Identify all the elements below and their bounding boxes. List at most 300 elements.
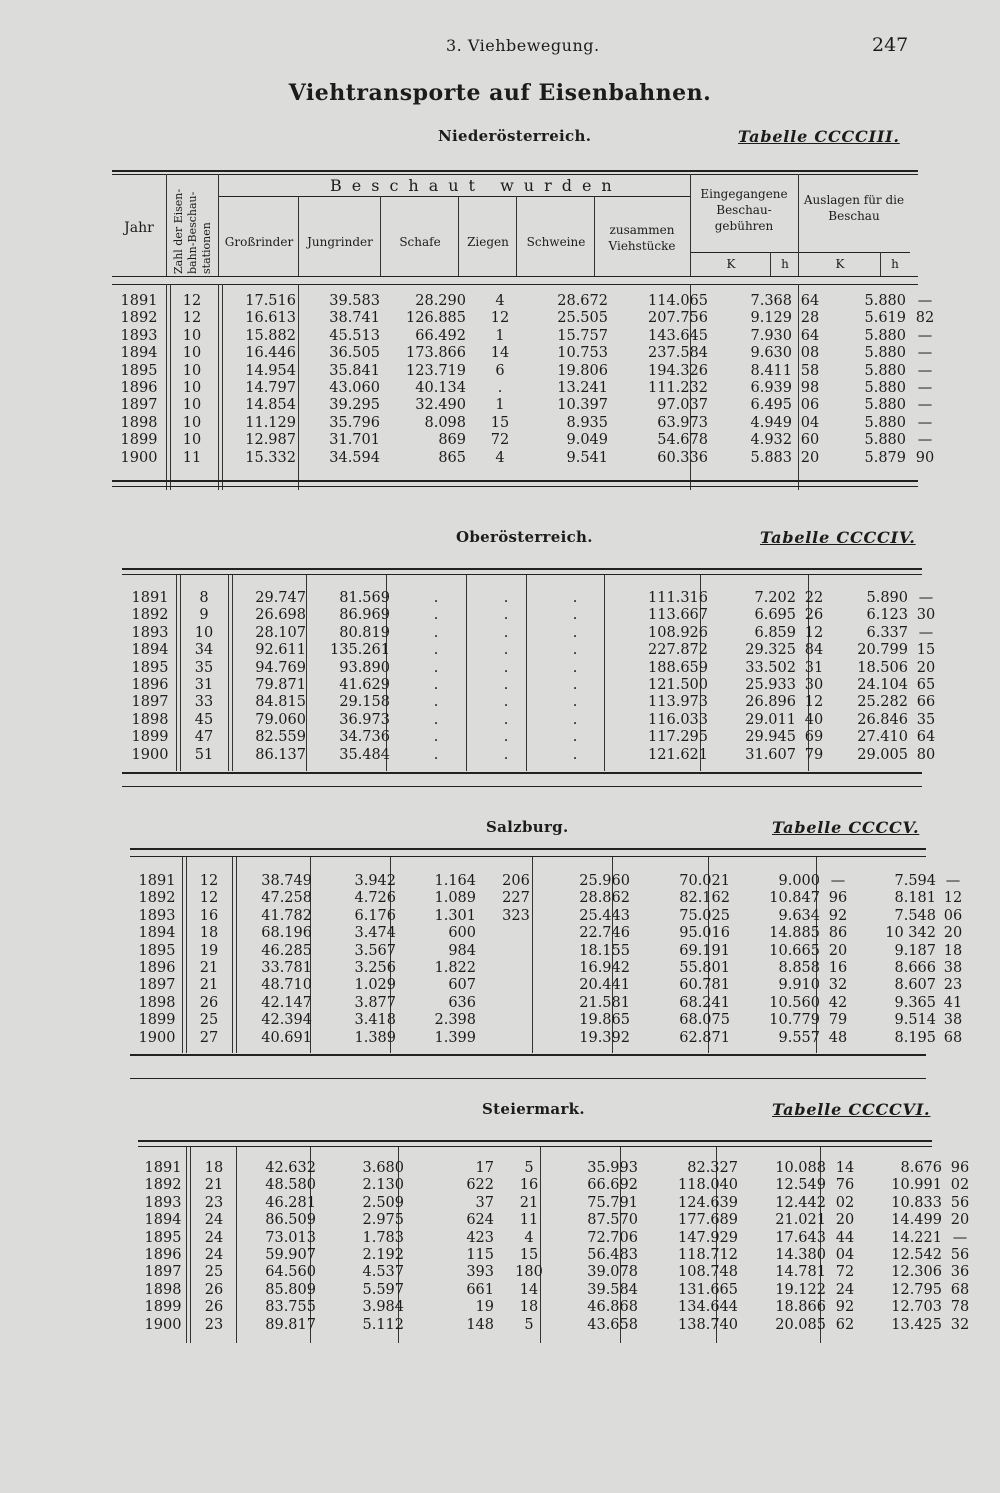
cell-gebuehren-k: 29.945 xyxy=(745,729,796,746)
cell-jungrinder: 34.594 xyxy=(329,449,380,466)
cell-auslagen-h: 32 xyxy=(950,1316,970,1333)
cell-schweine: 9.049 xyxy=(566,432,608,449)
cell-schafe: 1.301 xyxy=(434,907,476,924)
cell-gebuehren-k: 18.866 xyxy=(775,1299,826,1316)
data-table-salzburg xyxy=(130,873,964,1047)
cell-year: 1891 xyxy=(144,1160,182,1176)
cell-auslagen-k: 10 342 xyxy=(885,925,936,942)
cell-gebuehren-h: 24 xyxy=(835,1281,855,1298)
cell-gebuehren-k: 10.088 xyxy=(775,1160,826,1176)
cell-year: 1899 xyxy=(144,1299,182,1316)
cell-gebuehren-k: 19.122 xyxy=(775,1281,826,1298)
table-row xyxy=(138,1317,972,1334)
cell-auslagen-h: — xyxy=(917,362,933,379)
cell-grossrinder: 46.285 xyxy=(261,942,312,959)
cell-year: 1895 xyxy=(131,659,169,676)
cell-zusammen: 75.025 xyxy=(679,907,730,924)
cell-zusammen: 177.689 xyxy=(678,1212,738,1229)
cell-gebuehren-k: 26.896 xyxy=(745,694,796,711)
cell-auslagen-h: 96 xyxy=(950,1160,970,1176)
cell-ziegen: . xyxy=(503,624,509,641)
cell-auslagen-k: 9.365 xyxy=(894,994,936,1011)
cell-gebuehren-h: 76 xyxy=(835,1177,855,1194)
cell-year: 1897 xyxy=(138,977,176,994)
cell-schafe: . xyxy=(433,642,439,659)
table-row xyxy=(112,293,938,310)
table-row xyxy=(112,415,938,432)
cell-gebuehren-k: 6.495 xyxy=(750,397,792,414)
cell-schafe: 32.490 xyxy=(415,397,466,414)
cell-jungrinder: 3.984 xyxy=(362,1299,404,1316)
cell-stations: 8 xyxy=(199,590,209,606)
cell-schafe: . xyxy=(433,694,439,711)
cell-stations: 51 xyxy=(194,746,214,763)
cell-ziegen: 15 xyxy=(519,1247,539,1264)
cell-auslagen-k: 5.880 xyxy=(864,397,906,414)
cell-ziegen: 16 xyxy=(519,1177,539,1194)
cell-gebuehren-h: 22 xyxy=(804,590,824,606)
cell-auslagen-k: 10.991 xyxy=(891,1177,942,1194)
cell-gebuehren-h: 02 xyxy=(835,1194,855,1211)
cell-zusammen: 131.665 xyxy=(678,1281,738,1298)
header-schafe: Schafe xyxy=(399,235,441,249)
cell-gebuehren-h: 08 xyxy=(800,345,820,362)
table-row xyxy=(122,712,938,729)
cell-stations: 24 xyxy=(204,1247,224,1264)
cell-gebuehren-k: 9.634 xyxy=(778,907,820,924)
cell-schweine: . xyxy=(572,677,578,694)
table-row xyxy=(138,1282,972,1299)
cell-zusammen: 54.678 xyxy=(657,432,708,449)
running-title: 3. Viehbewegung. xyxy=(446,36,600,55)
cell-stations: 25 xyxy=(199,1012,219,1029)
cell-schafe: . xyxy=(433,607,439,624)
cell-auslagen-k: 5.879 xyxy=(864,449,906,466)
table-row xyxy=(138,1247,972,1264)
cell-stations: 10 xyxy=(182,362,202,379)
cell-gebuehren-h: 84 xyxy=(804,642,824,659)
cell-jungrinder: 93.890 xyxy=(339,659,390,676)
cell-jungrinder: 1.029 xyxy=(354,977,396,994)
cell-gebuehren-k: 7.930 xyxy=(750,327,792,344)
running-header xyxy=(0,36,1000,60)
cell-year: 1898 xyxy=(120,414,158,431)
cell-zusammen: 60.336 xyxy=(657,449,708,466)
cell-zusammen: 143.645 xyxy=(648,327,708,344)
cell-zusammen: 113.667 xyxy=(648,607,708,624)
cell-year: 1900 xyxy=(131,746,169,763)
cell-year: 1897 xyxy=(131,694,169,711)
cell-schafe: 423 xyxy=(466,1229,494,1246)
region-name: Oberösterreich. xyxy=(456,528,593,546)
cell-schafe: 1.399 xyxy=(434,1029,476,1046)
cell-jungrinder: 2.975 xyxy=(362,1212,404,1229)
cell-auslagen-k: 8.607 xyxy=(894,977,936,994)
cell-schweine: 10.753 xyxy=(557,345,608,362)
region-name: Steiermark. xyxy=(482,1100,585,1118)
table-row xyxy=(122,625,938,642)
table-row xyxy=(122,590,938,607)
cell-auslagen-k: 24.104 xyxy=(857,677,908,694)
cell-gebuehren-k: 9.630 xyxy=(750,345,792,362)
cell-auslagen-h: 36 xyxy=(950,1264,970,1281)
cell-ziegen: 4 xyxy=(495,293,505,309)
cell-gebuehren-k: 6.859 xyxy=(754,624,796,641)
cell-jungrinder: 1.783 xyxy=(362,1229,404,1246)
cell-ziegen xyxy=(482,995,550,1012)
cell-gebuehren-k: 10.779 xyxy=(769,1012,820,1029)
cell-gebuehren-k: 14.885 xyxy=(769,925,820,942)
cell-schweine: 28.672 xyxy=(557,293,608,309)
cell-grossrinder: 42.394 xyxy=(261,1012,312,1029)
cell-zusammen: 62.871 xyxy=(679,1029,730,1046)
cell-grossrinder: 26.698 xyxy=(255,607,306,624)
cell-jungrinder: 4.726 xyxy=(354,890,396,907)
cell-auslagen-h: 78 xyxy=(950,1299,970,1316)
table-row xyxy=(138,1299,972,1316)
table-row xyxy=(130,908,964,925)
data-table-steiermark xyxy=(138,1160,972,1334)
cell-gebuehren-k: 9.129 xyxy=(750,310,792,327)
header-h2: h xyxy=(891,257,899,271)
cell-ziegen xyxy=(482,1030,550,1047)
cell-grossrinder: 47.258 xyxy=(261,890,312,907)
cell-grossrinder: 68.196 xyxy=(261,925,312,942)
cell-auslagen-k: 12.542 xyxy=(891,1247,942,1264)
cell-stations: 33 xyxy=(194,694,214,711)
cell-jungrinder: 86.969 xyxy=(339,607,390,624)
cell-jungrinder: 36.973 xyxy=(339,711,390,728)
cell-auslagen-h: 90 xyxy=(915,449,935,466)
cell-zusammen: 121.500 xyxy=(648,677,708,694)
cell-auslagen-h: 12 xyxy=(943,890,963,907)
cell-year: 1899 xyxy=(131,729,169,746)
cell-auslagen-k: 8.195 xyxy=(894,1029,936,1046)
cell-jungrinder: 135.261 xyxy=(330,642,390,659)
cell-schweine: 15.757 xyxy=(557,327,608,344)
cell-schweine: . xyxy=(572,659,578,676)
cell-stations: 23 xyxy=(204,1316,224,1333)
cell-gebuehren-k: 25.933 xyxy=(745,677,796,694)
cell-grossrinder: 40.691 xyxy=(261,1029,312,1046)
cell-stations: 12 xyxy=(182,293,202,309)
cell-auslagen-k: 6.337 xyxy=(866,624,908,641)
cell-jungrinder: 5.597 xyxy=(362,1281,404,1298)
header-beschaut: Beschaut wurden xyxy=(330,176,622,195)
cell-zusammen: 82.327 xyxy=(687,1160,738,1176)
cell-stations: 18 xyxy=(199,925,219,942)
cell-grossrinder: 48.580 xyxy=(265,1177,316,1194)
cell-year: 1894 xyxy=(131,642,169,659)
cell-schafe: 636 xyxy=(448,994,476,1011)
cell-auslagen-k: 5.880 xyxy=(864,327,906,344)
cell-zusammen: 117.295 xyxy=(648,729,708,746)
cell-zusammen: 70.021 xyxy=(679,873,730,889)
cell-stations: 24 xyxy=(204,1212,224,1229)
cell-schweine: 13.241 xyxy=(557,380,608,397)
table-row xyxy=(138,1230,972,1247)
cell-grossrinder: 16.613 xyxy=(245,310,296,327)
cell-grossrinder: 79.060 xyxy=(255,711,306,728)
page-number: 247 xyxy=(872,34,909,56)
cell-gebuehren-h: 60 xyxy=(800,432,820,449)
cell-schafe: 600 xyxy=(448,925,476,942)
table-row xyxy=(112,345,938,362)
cell-year: 1895 xyxy=(120,362,158,379)
table-row xyxy=(130,943,964,960)
table-row xyxy=(130,1030,964,1047)
cell-schafe: 984 xyxy=(448,942,476,959)
cell-jungrinder: 3.474 xyxy=(354,925,396,942)
cell-schweine: . xyxy=(572,746,578,763)
cell-gebuehren-h: 32 xyxy=(828,977,848,994)
cell-jungrinder: 5.112 xyxy=(362,1316,404,1333)
table-label: Tabelle CCCCIII. xyxy=(738,127,900,146)
cell-auslagen-k: 5.880 xyxy=(864,380,906,397)
cell-gebuehren-h: 26 xyxy=(804,607,824,624)
cell-gebuehren-k: 17.643 xyxy=(775,1229,826,1246)
cell-auslagen-k: 29.005 xyxy=(857,746,908,763)
cell-auslagen-k: 5.890 xyxy=(866,590,908,606)
cell-schafe: 1.089 xyxy=(434,890,476,907)
cell-auslagen-h: 20 xyxy=(916,659,936,676)
cell-year: 1898 xyxy=(131,711,169,728)
cell-grossrinder: 82.559 xyxy=(255,729,306,746)
cell-jungrinder: 36.505 xyxy=(329,345,380,362)
cell-schweine: 19.865 xyxy=(579,1012,630,1029)
cell-auslagen-h: 20 xyxy=(943,925,963,942)
table-row xyxy=(112,450,938,467)
cell-year: 1893 xyxy=(131,624,169,641)
cell-ziegen: 72 xyxy=(490,432,510,449)
cell-gebuehren-h: 72 xyxy=(835,1264,855,1281)
cell-schafe: . xyxy=(433,729,439,746)
cell-year: 1891 xyxy=(131,590,169,606)
cell-schafe: . xyxy=(433,677,439,694)
cell-jungrinder: 1.389 xyxy=(354,1029,396,1046)
cell-auslagen-h: — xyxy=(917,414,933,431)
cell-year: 1893 xyxy=(144,1194,182,1211)
cell-auslagen-k: 10.833 xyxy=(891,1194,942,1211)
cell-schafe: 173.866 xyxy=(406,345,466,362)
cell-gebuehren-k: 31.607 xyxy=(745,746,796,763)
cell-zusammen: 111.316 xyxy=(648,590,708,606)
cell-auslagen-k: 12.703 xyxy=(891,1299,942,1316)
cell-schweine: 43.658 xyxy=(587,1316,638,1333)
cell-gebuehren-h: 64 xyxy=(800,327,820,344)
cell-gebuehren-k: 9.557 xyxy=(778,1029,820,1046)
cell-year: 1894 xyxy=(144,1212,182,1229)
cell-ziegen: 4 xyxy=(495,449,505,466)
cell-jungrinder: 29.158 xyxy=(339,694,390,711)
cell-year: 1898 xyxy=(138,994,176,1011)
table-row xyxy=(112,328,938,345)
cell-ziegen: . xyxy=(497,380,503,397)
cell-schweine: 35.993 xyxy=(587,1160,638,1176)
cell-auslagen-h: — xyxy=(917,380,933,397)
cell-schweine: 8.935 xyxy=(566,414,608,431)
region-name: Salzburg. xyxy=(486,818,569,836)
header-k2: K xyxy=(835,257,845,271)
cell-auslagen-k: 20.799 xyxy=(857,642,908,659)
cell-grossrinder: 14.954 xyxy=(245,362,296,379)
cell-schafe: 19 xyxy=(475,1299,494,1316)
cell-year: 1892 xyxy=(120,310,158,327)
cell-grossrinder: 11.129 xyxy=(245,414,296,431)
cell-auslagen-h: 23 xyxy=(943,977,963,994)
cell-ziegen: 1 xyxy=(495,327,505,344)
cell-jungrinder: 80.819 xyxy=(339,624,390,641)
table-label: Tabelle CCCCIV. xyxy=(760,528,916,547)
cell-stations: 26 xyxy=(204,1299,224,1316)
cell-gebuehren-h: 20 xyxy=(800,449,820,466)
cell-stations: 25 xyxy=(204,1264,224,1281)
cell-year: 1899 xyxy=(120,432,158,449)
cell-ziegen: 15 xyxy=(490,414,510,431)
cell-ziegen: 180 xyxy=(515,1264,543,1281)
cell-year: 1897 xyxy=(144,1264,182,1281)
cell-schafe: 123.719 xyxy=(406,362,466,379)
table-row xyxy=(112,310,938,327)
header-h1: h xyxy=(781,257,789,271)
cell-schweine: 20.441 xyxy=(579,977,630,994)
cell-jungrinder: 2.192 xyxy=(362,1247,404,1264)
cell-schweine: 18.155 xyxy=(579,942,630,959)
cell-schweine: . xyxy=(572,607,578,624)
cell-schweine: 39.078 xyxy=(587,1264,638,1281)
cell-schweine: 19.806 xyxy=(557,362,608,379)
cell-schafe: 17 xyxy=(475,1160,494,1176)
cell-auslagen-k: 13.425 xyxy=(891,1316,942,1333)
cell-zusammen: 116.033 xyxy=(648,711,708,728)
cell-grossrinder: 48.710 xyxy=(261,977,312,994)
cell-year: 1895 xyxy=(138,942,176,959)
cell-grossrinder: 28.107 xyxy=(255,624,306,641)
cell-zusammen: 60.781 xyxy=(679,977,730,994)
cell-grossrinder: 46.281 xyxy=(265,1194,316,1211)
cell-gebuehren-k: 14.781 xyxy=(775,1264,826,1281)
cell-jungrinder: 3.567 xyxy=(354,942,396,959)
cell-auslagen-h: 80 xyxy=(916,746,936,763)
page-title: Viehtransporte auf Eisenbahnen. xyxy=(288,80,712,106)
cell-schweine: . xyxy=(572,694,578,711)
cell-auslagen-k: 8.676 xyxy=(900,1160,942,1176)
cell-schafe: 2.398 xyxy=(434,1012,476,1029)
cell-grossrinder: 92.611 xyxy=(255,642,306,659)
cell-year: 1894 xyxy=(120,345,158,362)
cell-grossrinder: 86.509 xyxy=(265,1212,316,1229)
table-row xyxy=(122,729,938,746)
cell-year: 1899 xyxy=(138,1012,176,1029)
cell-auslagen-h: 38 xyxy=(943,960,963,977)
cell-grossrinder: 12.987 xyxy=(245,432,296,449)
cell-grossrinder: 16.446 xyxy=(245,345,296,362)
table-row xyxy=(130,960,964,977)
cell-schweine: 56.483 xyxy=(587,1247,638,1264)
cell-auslagen-k: 14.221 xyxy=(891,1229,942,1246)
cell-gebuehren-h: 58 xyxy=(800,362,820,379)
cell-gebuehren-h: 86 xyxy=(828,925,848,942)
cell-zusammen: 108.748 xyxy=(678,1264,738,1281)
cell-gebuehren-k: 14.380 xyxy=(775,1247,826,1264)
cell-schweine: 75.791 xyxy=(587,1194,638,1211)
cell-grossrinder: 89.817 xyxy=(265,1316,316,1333)
cell-ziegen: 21 xyxy=(519,1194,539,1211)
cell-gebuehren-k: 10.665 xyxy=(769,942,820,959)
cell-grossrinder: 59.907 xyxy=(265,1247,316,1264)
cell-ziegen xyxy=(482,977,550,994)
cell-grossrinder: 29.747 xyxy=(255,590,306,606)
cell-gebuehren-h: 28 xyxy=(800,310,820,327)
table-label: Tabelle CCCCVI. xyxy=(772,1100,931,1119)
cell-jungrinder: 45.513 xyxy=(329,327,380,344)
cell-jungrinder: 34.736 xyxy=(339,729,390,746)
table-row xyxy=(130,890,964,907)
cell-auslagen-h: 56 xyxy=(950,1194,970,1211)
cell-jungrinder: 81.569 xyxy=(339,590,390,606)
cell-year: 1893 xyxy=(120,327,158,344)
header-ziegen: Ziegen xyxy=(467,235,509,249)
cell-schweine: 10.397 xyxy=(557,397,608,414)
cell-ziegen: . xyxy=(503,659,509,676)
cell-grossrinder: 38.749 xyxy=(261,873,312,889)
cell-zusammen: 138.740 xyxy=(678,1316,738,1333)
cell-zusammen: 95.016 xyxy=(679,925,730,942)
cell-zusammen: 113.973 xyxy=(648,694,708,711)
cell-jungrinder: 41.629 xyxy=(339,677,390,694)
cell-year: 1900 xyxy=(120,449,158,466)
cell-auslagen-h: — xyxy=(952,1229,968,1246)
cell-schafe: 66.492 xyxy=(415,327,466,344)
cell-stations: 34 xyxy=(194,642,214,659)
cell-ziegen xyxy=(482,1012,550,1029)
table-row xyxy=(112,432,938,449)
cell-stations: 12 xyxy=(199,890,219,907)
cell-ziegen: 6 xyxy=(495,362,505,379)
cell-ziegen: . xyxy=(503,590,509,606)
cell-auslagen-h: 18 xyxy=(943,942,963,959)
cell-auslagen-k: 9.187 xyxy=(894,942,936,959)
cell-schweine: 25.505 xyxy=(557,310,608,327)
cell-gebuehren-h: 69 xyxy=(804,729,824,746)
cell-schweine: . xyxy=(572,624,578,641)
cell-auslagen-h: — xyxy=(918,624,934,641)
cell-schafe: 28.290 xyxy=(415,293,466,309)
cell-gebuehren-k: 29.325 xyxy=(745,642,796,659)
cell-gebuehren-k: 9.000 xyxy=(778,873,820,889)
cell-year: 1892 xyxy=(131,607,169,624)
cell-schweine: 28.862 xyxy=(579,890,630,907)
cell-ziegen: . xyxy=(503,694,509,711)
cell-zusammen: 63.973 xyxy=(657,414,708,431)
cell-schafe: 37 xyxy=(475,1194,494,1211)
table-row xyxy=(130,1012,964,1029)
cell-year: 1896 xyxy=(120,380,158,397)
cell-jungrinder: 3.418 xyxy=(354,1012,396,1029)
cell-stations: 10 xyxy=(182,414,202,431)
table-row xyxy=(122,694,938,711)
cell-auslagen-k: 18.506 xyxy=(857,659,908,676)
section-heading-4 xyxy=(0,1100,1000,1119)
cell-gebuehren-k: 6.695 xyxy=(754,607,796,624)
data-table-niederoesterreich xyxy=(112,293,938,467)
cell-schafe: 393 xyxy=(466,1264,494,1281)
cell-gebuehren-k: 21.021 xyxy=(775,1212,826,1229)
cell-year: 1895 xyxy=(144,1229,182,1246)
header-zusammen: zusammen Viehstücke xyxy=(608,223,676,253)
cell-schweine: . xyxy=(572,642,578,659)
cell-schafe: 661 xyxy=(466,1281,494,1298)
